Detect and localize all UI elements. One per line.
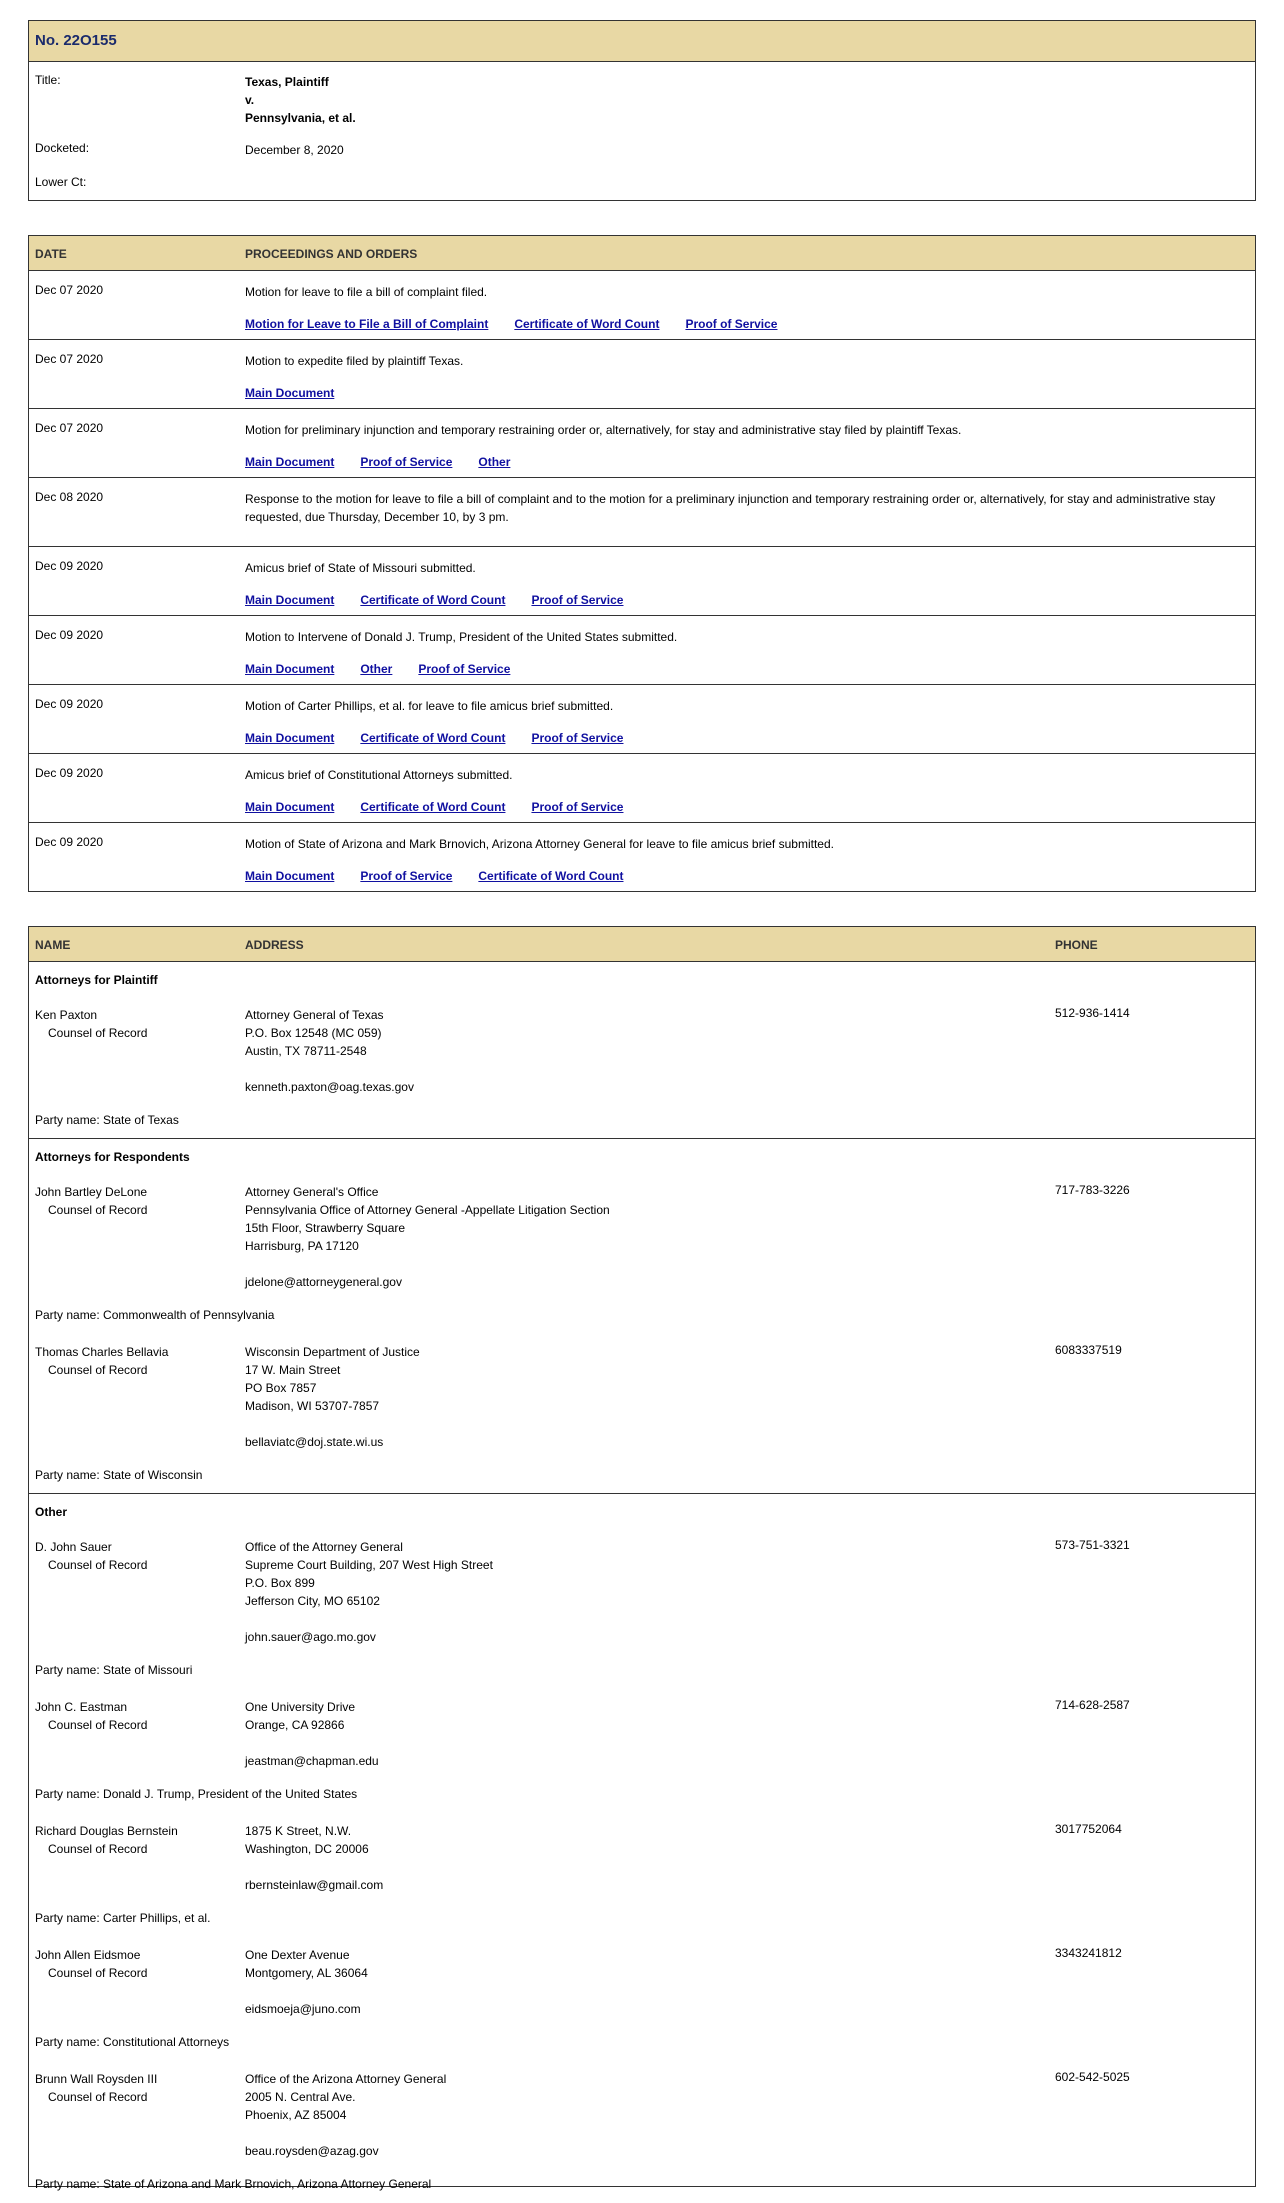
party-name: Party name: State of Arizona and Mark Brnovich, Arizona Attorney General: [35, 2177, 432, 2191]
address-line: Harrisburg, PA 17120: [245, 1239, 359, 1253]
attorney-name: Ken Paxton: [35, 1008, 98, 1022]
document-link[interactable]: Certificate of Word Count: [360, 800, 506, 814]
attorney-name-block: [35, 1006, 147, 1042]
address-line: [245, 1982, 368, 2000]
proceeding-row: [29, 754, 1255, 823]
address-line: [245, 1734, 379, 1752]
address-line: One Dexter Avenue: [245, 1948, 350, 1962]
party-name: Party name: State of Wisconsin: [35, 1468, 203, 1482]
attorney-address: [245, 1538, 493, 1646]
attorney-address: [245, 1006, 414, 1096]
proceedings-header-label: PROCEEDINGS AND ORDERS: [245, 247, 418, 261]
document-links: [245, 317, 803, 331]
attorney-role: Counsel of Record: [48, 1842, 148, 1856]
attorney-address: [245, 1343, 420, 1451]
address-line: P.O. Box 12548 (MC 059): [245, 1026, 382, 1040]
proceeding-date: Dec 09 2020: [35, 628, 104, 642]
document-links: [245, 731, 649, 745]
document-link[interactable]: Main Document: [245, 800, 335, 814]
proceeding-text: Motion to expedite filed by plaintiff Texas.: [245, 354, 464, 368]
address-line: Austin, TX 78711-2548: [245, 1044, 367, 1058]
proceedings-header: [29, 236, 1255, 271]
address-line: 2005 N. Central Ave.: [245, 2090, 356, 2104]
proceeding-row: [29, 409, 1255, 478]
attorney-role: Counsel of Record: [48, 1558, 148, 1572]
document-links: [245, 593, 649, 607]
address-line: Office of the Attorney General: [245, 1540, 403, 1554]
address-line: Pennsylvania Office of Attorney General -Appellate Litigation Section: [245, 1203, 610, 1217]
attorney-name-block: [35, 1946, 147, 1982]
document-link[interactable]: Main Document: [245, 869, 335, 883]
proceeding-date: Dec 09 2020: [35, 559, 104, 573]
address-line: One University Drive: [245, 1700, 356, 1714]
attorney-address: [245, 2070, 446, 2160]
attorney-address: [245, 1822, 383, 1894]
title-line: Pennsylvania, et al.: [245, 111, 356, 125]
document-link[interactable]: Certificate of Word Count: [360, 731, 506, 745]
proceedings-panel: [28, 235, 1256, 892]
document-link[interactable]: Certificate of Word Count: [478, 869, 624, 883]
docketed-label: Docketed:: [35, 141, 90, 155]
proceedings-rows: [29, 271, 1255, 892]
attorney-role: Counsel of Record: [48, 1026, 148, 1040]
docketed-date: December 8, 2020: [245, 143, 344, 157]
party-section: [29, 1139, 1255, 1494]
title-line: v.: [245, 93, 255, 107]
party-section: [29, 1494, 1255, 2203]
attorney-name: John C. Eastman: [35, 1700, 128, 1714]
attorney-email: bellaviatc@doj.state.wi.us: [245, 1435, 384, 1449]
parties-panel: [28, 926, 1256, 2191]
document-link[interactable]: Main Document: [245, 731, 335, 745]
document-links: [245, 386, 360, 400]
attorney-name: Brunn Wall Roysden III: [35, 2072, 158, 2086]
attorney-phone: 573-751-3321: [1055, 1538, 1130, 1552]
attorney-role: Counsel of Record: [48, 1966, 148, 1980]
document-link[interactable]: Proof of Service: [685, 317, 778, 331]
attorney-role: Counsel of Record: [48, 1718, 148, 1732]
address-line: 17 W. Main Street: [245, 1363, 341, 1377]
document-links: [245, 800, 649, 814]
address-line: Orange, CA 92866: [245, 1718, 345, 1732]
case-info-panel: [28, 20, 1256, 201]
address-line: 15th Floor, Strawberry Square: [245, 1221, 406, 1235]
attorney-name: D. John Sauer: [35, 1540, 112, 1554]
proceeding-text: Motion for preliminary injunction and temporary restraining order or, alternatively, for stay and administrative stay filed by plaintiff Texas.: [245, 423, 962, 437]
address-line: [245, 1415, 420, 1433]
address-line: [245, 1255, 610, 1273]
document-link[interactable]: Motion for Leave to File a Bill of Complaint: [245, 317, 489, 331]
document-link[interactable]: Proof of Service: [531, 731, 624, 745]
proceeding-row: [29, 271, 1255, 340]
address-line: Office of the Arizona Attorney General: [245, 2072, 447, 2086]
party-name: Party name: State of Missouri: [35, 1663, 193, 1677]
address-line: Supreme Court Building, 207 West High Street: [245, 1558, 493, 1572]
proceeding-text: Motion of State of Arizona and Mark Brnovich, Arizona Attorney General for leave to file amicus brief submitted.: [245, 837, 834, 851]
proceeding-date: Dec 08 2020: [35, 490, 104, 504]
proceeding-text: Amicus brief of Constitutional Attorneys submitted.: [245, 768, 513, 782]
attorney-name-block: [35, 1343, 168, 1379]
attorney-email: rbernsteinlaw@gmail.com: [245, 1878, 384, 1892]
address-header: ADDRESS: [245, 938, 304, 952]
proceeding-date: Dec 09 2020: [35, 835, 104, 849]
case-title: [245, 73, 356, 127]
address-line: [245, 1060, 414, 1078]
address-line: Montgomery, AL 36064: [245, 1966, 368, 1980]
attorney-name-block: [35, 1183, 147, 1219]
name-header: NAME: [35, 938, 71, 952]
party-sections: [29, 962, 1255, 2203]
attorney-email: beau.roysden@azag.gov: [245, 2144, 379, 2158]
attorney-phone: 3343241812: [1055, 1946, 1122, 1960]
attorney-name: John Allen Eidsmoe: [35, 1948, 141, 1962]
attorney-email: eidsmoeja@juno.com: [245, 2002, 361, 2016]
address-line: Attorney General of Texas: [245, 1008, 384, 1022]
party-name: Party name: Donald J. Trump, President of the United States: [35, 1787, 358, 1801]
document-link[interactable]: Proof of Service: [418, 662, 511, 676]
attorney-phone: 717-783-3226: [1055, 1183, 1130, 1197]
document-link[interactable]: Other: [360, 662, 393, 676]
attorney-name: Thomas Charles Bellavia: [35, 1345, 169, 1359]
attorney-role: Counsel of Record: [48, 2090, 148, 2104]
address-line: 1875 K Street, N.W.: [245, 1824, 352, 1838]
section-title: Other: [35, 1505, 68, 1519]
parties-header: [29, 927, 1255, 962]
proceeding-text: Motion of Carter Phillips, et al. for leave to file amicus brief submitted.: [245, 699, 614, 713]
section-title: Attorneys for Plaintiff: [35, 973, 158, 987]
proceeding-row: [29, 340, 1255, 409]
address-line: Washington, DC 20006: [245, 1842, 369, 1856]
proceeding-date: Dec 07 2020: [35, 352, 104, 366]
address-line: [245, 2124, 446, 2142]
address-line: Jefferson City, MO 65102: [245, 1594, 380, 1608]
attorney-phone: 512-936-1414: [1055, 1006, 1130, 1020]
document-link[interactable]: Main Document: [245, 455, 335, 469]
attorney-name: John Bartley DeLone: [35, 1185, 148, 1199]
address-line: Phoenix, AZ 85004: [245, 2108, 347, 2122]
attorney-phone: 602-542-5025: [1055, 2070, 1130, 2084]
proceeding-row: [29, 616, 1255, 685]
document-link[interactable]: Other: [478, 455, 511, 469]
document-link[interactable]: Certificate of Word Count: [514, 317, 660, 331]
proceeding-date: Dec 07 2020: [35, 283, 104, 297]
attorney-email: jdelone@attorneygeneral.gov: [245, 1275, 402, 1289]
proceeding-row: [29, 478, 1255, 547]
attorney-address: [245, 1946, 368, 2018]
document-links: [245, 869, 649, 883]
party-name: Party name: Constitutional Attorneys: [35, 2035, 230, 2049]
attorney-phone: 714-628-2587: [1055, 1698, 1130, 1712]
lower-ct-label: Lower Ct:: [35, 175, 87, 189]
section-title: Attorneys for Respondents: [35, 1150, 190, 1164]
address-line: Wisconsin Department of Justice: [245, 1345, 420, 1359]
attorney-address: [245, 1183, 610, 1291]
attorney-name-block: [35, 1822, 178, 1858]
address-line: P.O. Box 899: [245, 1576, 315, 1590]
attorney-role: Counsel of Record: [48, 1363, 148, 1377]
party-section: [29, 962, 1255, 1139]
attorney-name-block: [35, 1538, 147, 1574]
document-link[interactable]: Certificate of Word Count: [360, 593, 506, 607]
attorney-phone: 6083337519: [1055, 1343, 1122, 1357]
document-link[interactable]: Proof of Service: [360, 869, 453, 883]
document-links: [245, 662, 536, 676]
date-header: DATE: [35, 247, 67, 261]
phone-header: PHONE: [1055, 938, 1098, 952]
proceeding-text: Response to the motion for leave to file a bill of complaint and to the motion for a preliminary injunction and temporary restraining order or, alternatively, for stay and administrative stay requested, due Thursday, December 10, by 3 pm.: [245, 492, 1216, 524]
proceeding-date: Dec 07 2020: [35, 421, 104, 435]
party-name: Party name: Commonwealth of Pennsylvania: [35, 1308, 275, 1322]
proceeding-row: [29, 685, 1255, 754]
attorney-email: john.sauer@ago.mo.gov: [245, 1630, 376, 1644]
document-link[interactable]: Proof of Service: [531, 593, 624, 607]
attorney-name-block: [35, 1698, 147, 1734]
case-number: No. 22O155: [29, 21, 1255, 62]
address-line: Attorney General's Office: [245, 1185, 379, 1199]
document-link[interactable]: Proof of Service: [531, 800, 624, 814]
document-link[interactable]: Main Document: [245, 593, 335, 607]
attorney-email: jeastman@chapman.edu: [245, 1754, 379, 1768]
document-link[interactable]: Proof of Service: [360, 455, 453, 469]
title-label: Title:: [35, 73, 61, 87]
proceeding-date: Dec 09 2020: [35, 697, 104, 711]
attorney-email: kenneth.paxton@oag.texas.gov: [245, 1080, 414, 1094]
document-links: [245, 455, 536, 469]
address-line: PO Box 7857: [245, 1381, 317, 1395]
proceeding-date: Dec 09 2020: [35, 766, 104, 780]
address-line: [245, 1858, 383, 1876]
document-link[interactable]: Main Document: [245, 662, 335, 676]
attorney-phone: 3017752064: [1055, 1822, 1122, 1836]
proceeding-text: Motion for leave to file a bill of complaint filed.: [245, 285, 488, 299]
address-line: Madison, WI 53707-7857: [245, 1399, 380, 1413]
party-name: Party name: Carter Phillips, et al.: [35, 1911, 211, 1925]
document-link[interactable]: Main Document: [245, 386, 335, 400]
title-line: Texas, Plaintiff: [245, 75, 329, 89]
address-line: [245, 1610, 493, 1628]
proceeding-row: [29, 547, 1255, 616]
proceeding-text: Amicus brief of State of Missouri submitted.: [245, 561, 476, 575]
attorney-address: [245, 1698, 379, 1770]
attorney-name: Richard Douglas Bernstein: [35, 1824, 178, 1838]
attorney-role: Counsel of Record: [48, 1203, 148, 1217]
proceeding-row: [29, 823, 1255, 892]
proceeding-text: Motion to Intervene of Donald J. Trump, President of the United States submitted.: [245, 630, 678, 644]
attorney-name-block: [35, 2070, 157, 2106]
party-name: Party name: State of Texas: [35, 1113, 179, 1127]
